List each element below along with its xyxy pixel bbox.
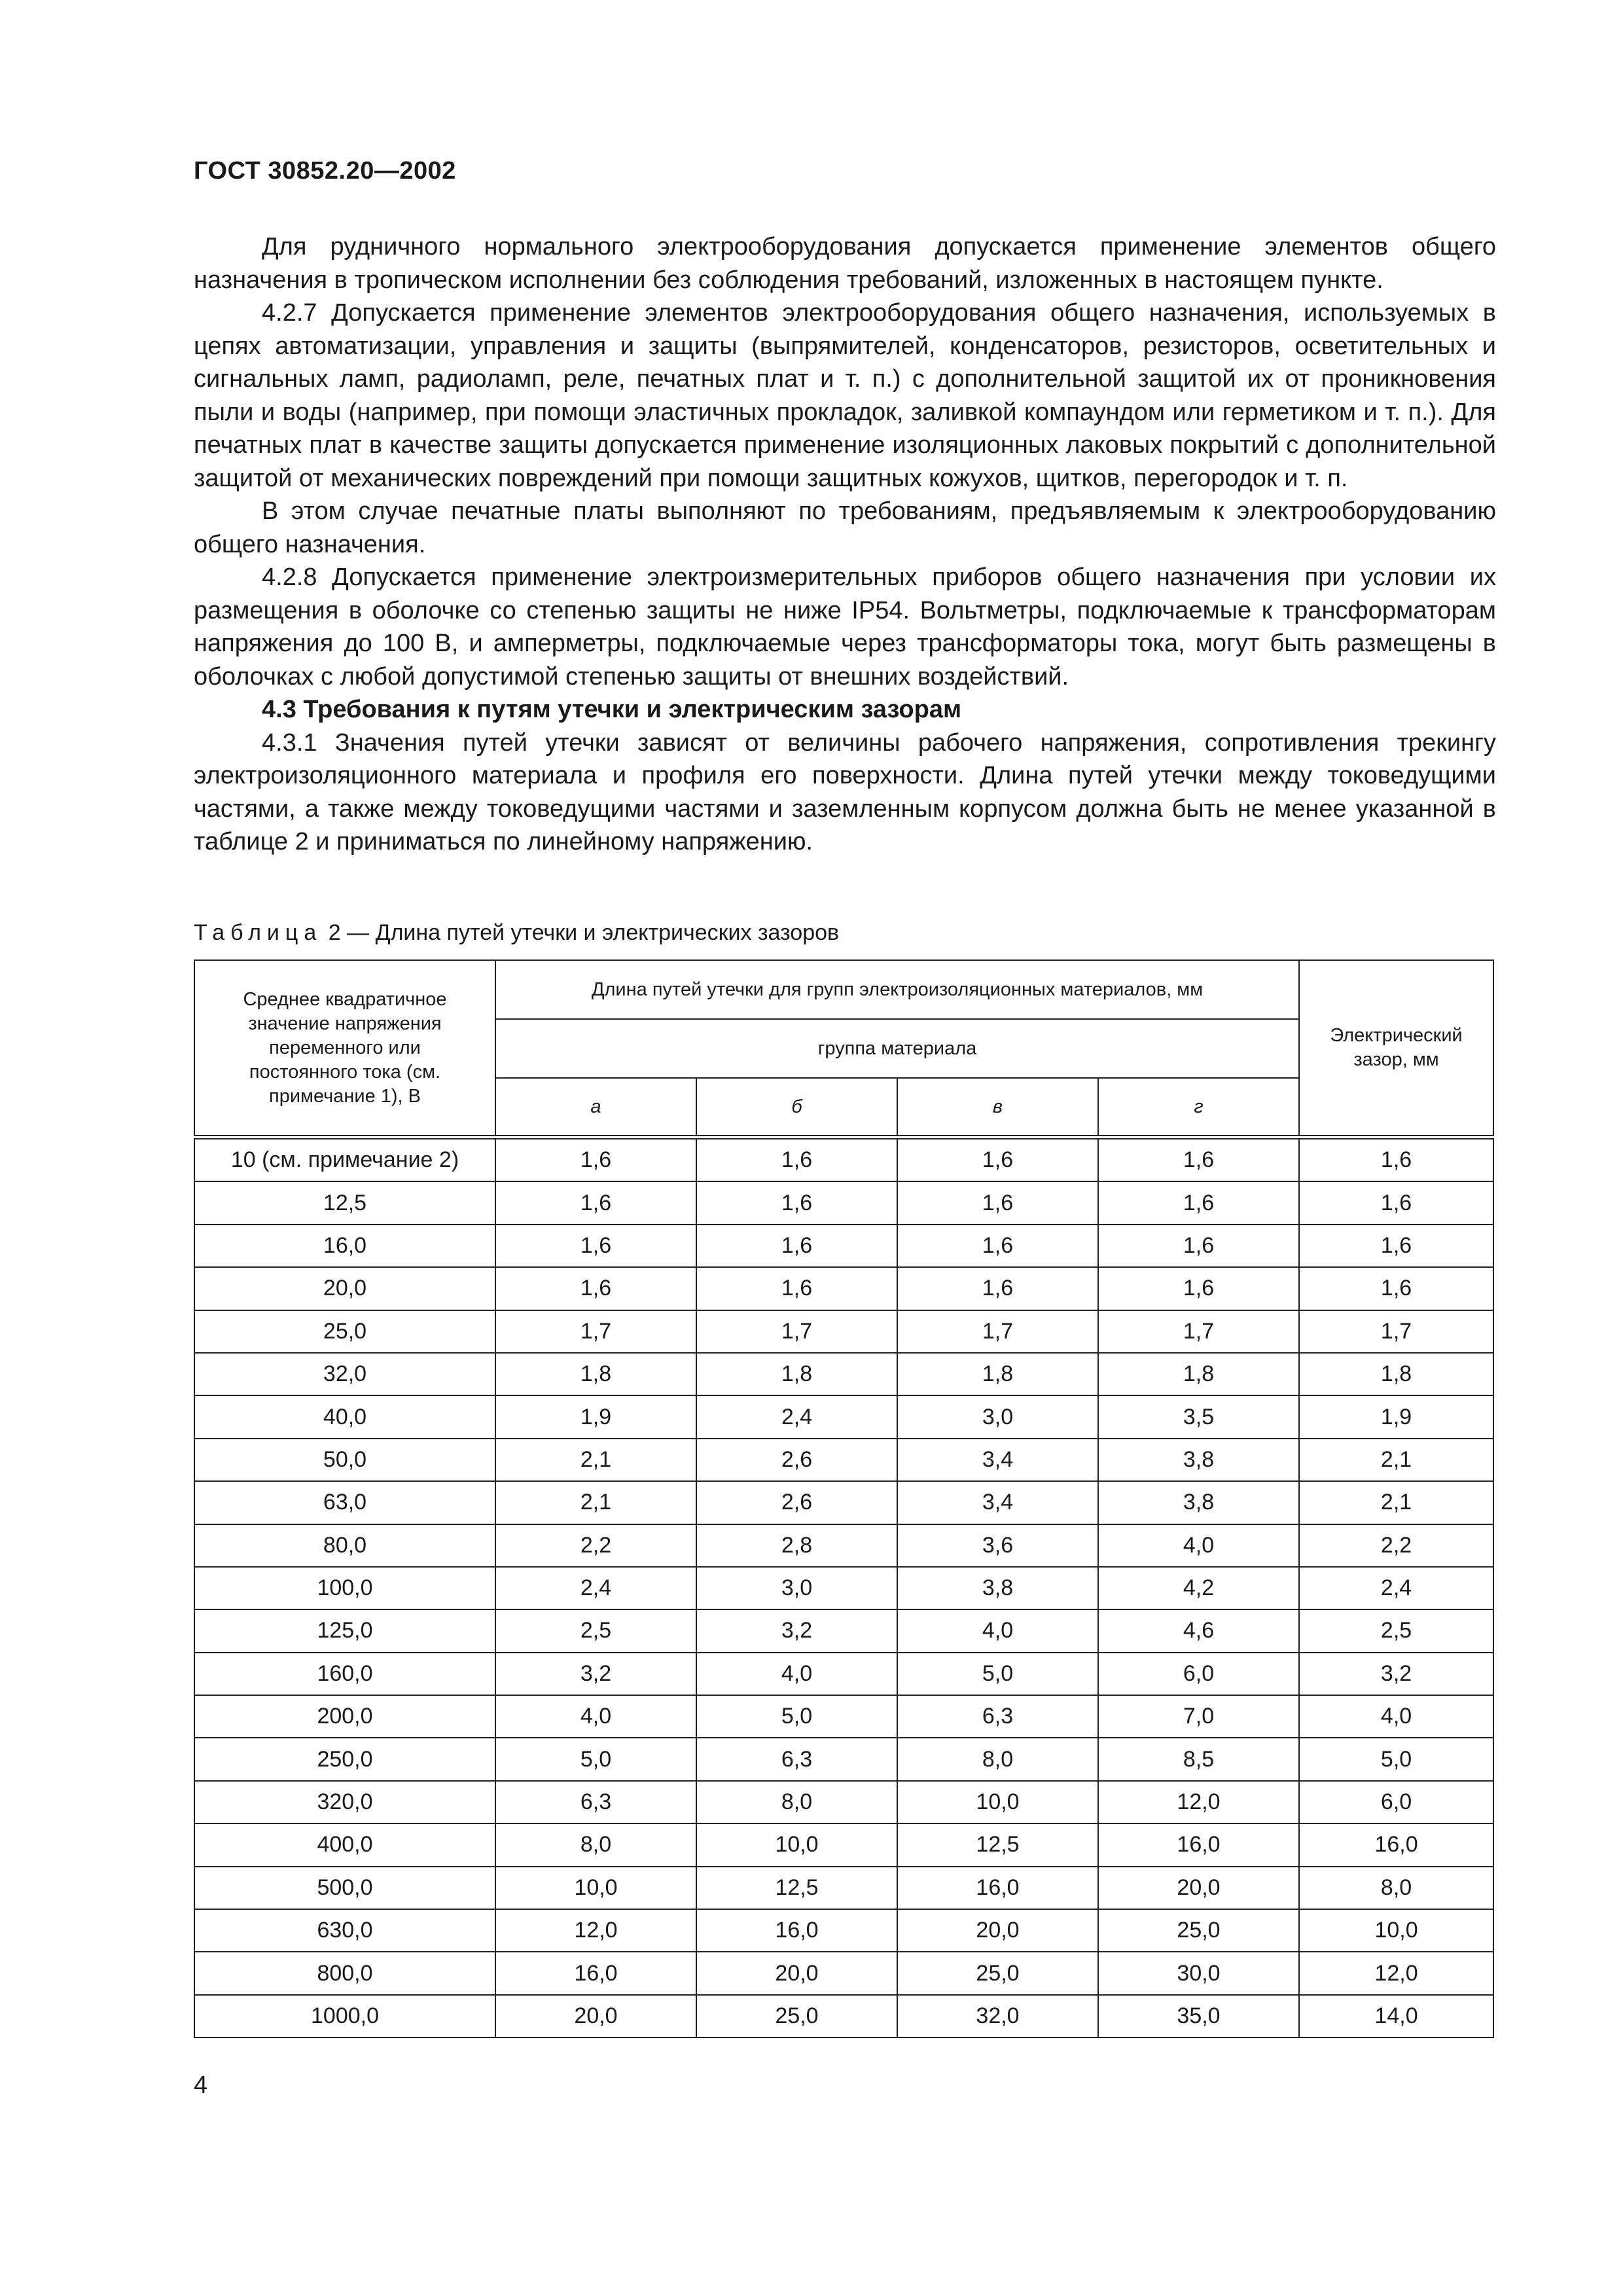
cell-clearance: 2,5 (1299, 1609, 1493, 1652)
table-row (194, 1310, 1493, 1353)
section-heading-4-3: 4.3 Требования к путям утечки и электрическим зазорам (262, 696, 962, 723)
table-row (194, 1695, 1493, 1738)
table-row (194, 1995, 1493, 2037)
cell-creepage: 1,6 (696, 1267, 897, 1310)
cell-creepage: 2,4 (696, 1395, 897, 1438)
cell-creepage: 2,8 (696, 1524, 897, 1567)
cell-voltage: 400,0 (194, 1823, 495, 1866)
cell-creepage: 10,0 (495, 1867, 696, 1909)
cell-creepage: 4,0 (495, 1695, 696, 1738)
cell-creepage: 1,6 (1098, 1138, 1299, 1182)
cell-creepage: 3,4 (897, 1439, 1098, 1481)
cell-creepage: 8,0 (495, 1823, 696, 1866)
table-row (194, 1524, 1493, 1567)
cell-clearance: 6,0 (1299, 1781, 1493, 1823)
cell-creepage: 25,0 (696, 1995, 897, 2037)
cell-creepage: 3,6 (897, 1524, 1098, 1567)
cell-creepage: 6,3 (495, 1781, 696, 1823)
cell-creepage: 10,0 (696, 1823, 897, 1866)
cell-creepage: 20,0 (696, 1952, 897, 1994)
cell-creepage: 3,2 (495, 1653, 696, 1695)
cell-creepage: 1,6 (495, 1138, 696, 1182)
cell-creepage: 1,8 (1098, 1353, 1299, 1395)
cell-voltage: 50,0 (194, 1439, 495, 1481)
cell-creepage: 1,6 (1098, 1267, 1299, 1310)
cell-clearance: 1,6 (1299, 1225, 1493, 1267)
cell-clearance: 1,7 (1299, 1310, 1493, 1353)
paragraph-printed-boards: В этом случае печатные платы выполняют по требованиям, предъявляемым к электрооборудованию общего назначения. (194, 497, 1496, 558)
cell-voltage: 80,0 (194, 1524, 495, 1567)
cell-creepage: 3,5 (1098, 1395, 1299, 1438)
cell-clearance: 1,8 (1299, 1353, 1493, 1395)
cell-creepage: 4,0 (1098, 1524, 1299, 1567)
cell-creepage: 1,6 (696, 1181, 897, 1224)
cell-voltage: 40,0 (194, 1395, 495, 1438)
cell-creepage: 1,7 (1098, 1310, 1299, 1353)
cell-creepage: 2,2 (495, 1524, 696, 1567)
cell-creepage: 1,6 (696, 1225, 897, 1267)
cell-creepage: 10,0 (897, 1781, 1098, 1823)
cell-clearance: 1,6 (1299, 1138, 1493, 1182)
cell-creepage: 1,6 (1098, 1225, 1299, 1267)
cell-creepage: 6,3 (696, 1738, 897, 1780)
cell-creepage: 1,6 (897, 1267, 1098, 1310)
table-caption (194, 920, 839, 946)
cell-voltage: 250,0 (194, 1738, 495, 1780)
cell-creepage: 7,0 (1098, 1695, 1299, 1738)
cell-creepage: 1,8 (696, 1353, 897, 1395)
cell-creepage: 20,0 (897, 1909, 1098, 1952)
cell-creepage: 30,0 (1098, 1952, 1299, 1994)
cell-voltage: 10 (см. примечание 2) (194, 1138, 495, 1182)
cell-clearance: 2,4 (1299, 1567, 1493, 1609)
cell-creepage: 5,0 (495, 1738, 696, 1780)
cell-clearance: 12,0 (1299, 1952, 1493, 1994)
cell-creepage: 6,3 (897, 1695, 1098, 1738)
cell-creepage: 4,6 (1098, 1609, 1299, 1652)
cell-creepage: 5,0 (696, 1695, 897, 1738)
cell-voltage: 100,0 (194, 1567, 495, 1609)
cell-clearance: 8,0 (1299, 1867, 1493, 1909)
cell-voltage: 16,0 (194, 1225, 495, 1267)
header-group-v: в (897, 1078, 1098, 1138)
cell-creepage: 3,0 (897, 1395, 1098, 1438)
cell-creepage: 3,8 (1098, 1439, 1299, 1481)
cell-voltage: 20,0 (194, 1267, 495, 1310)
cell-creepage: 16,0 (696, 1909, 897, 1952)
header-group-g: г (1098, 1078, 1299, 1138)
cell-creepage: 12,0 (1098, 1781, 1299, 1823)
cell-creepage: 1,7 (495, 1310, 696, 1353)
cell-creepage: 16,0 (495, 1952, 696, 1994)
cell-creepage: 4,0 (897, 1609, 1098, 1652)
header-group-b: б (696, 1078, 897, 1138)
table-row (194, 1439, 1493, 1481)
header-group-a: а (495, 1078, 696, 1138)
cell-clearance: 1,6 (1299, 1181, 1493, 1224)
cell-clearance: 3,2 (1299, 1653, 1493, 1695)
cell-voltage: 63,0 (194, 1481, 495, 1524)
cell-voltage: 1000,0 (194, 1995, 495, 2037)
cell-creepage: 3,0 (696, 1567, 897, 1609)
cell-creepage: 3,8 (1098, 1481, 1299, 1524)
cell-creepage: 1,8 (495, 1353, 696, 1395)
cell-voltage: 160,0 (194, 1653, 495, 1695)
cell-voltage: 32,0 (194, 1353, 495, 1395)
page-number: 4 (194, 2072, 208, 2099)
cell-clearance: 2,2 (1299, 1524, 1493, 1567)
cell-creepage: 2,1 (495, 1481, 696, 1524)
table-row (194, 1781, 1493, 1823)
table-row (194, 1395, 1493, 1438)
cell-creepage: 12,5 (696, 1867, 897, 1909)
table-body (194, 1138, 1493, 2038)
cell-creepage: 25,0 (1098, 1909, 1299, 1952)
table-caption-label: Таблица (194, 920, 323, 945)
table-row (194, 1567, 1493, 1609)
cell-voltage: 500,0 (194, 1867, 495, 1909)
cell-creepage: 2,6 (696, 1439, 897, 1481)
cell-clearance: 2,1 (1299, 1439, 1493, 1481)
cell-creepage: 4,2 (1098, 1567, 1299, 1609)
cell-creepage: 3,4 (897, 1481, 1098, 1524)
cell-creepage: 4,0 (696, 1653, 897, 1695)
cell-clearance: 5,0 (1299, 1738, 1493, 1780)
header-clearance: Электрический зазор, мм (1299, 960, 1493, 1138)
table-row (194, 1952, 1493, 1994)
header-material-group: группа материала (495, 1019, 1299, 1078)
cell-voltage: 800,0 (194, 1952, 495, 1994)
cell-creepage: 1,6 (495, 1181, 696, 1224)
cell-creepage: 3,8 (897, 1567, 1098, 1609)
cell-creepage: 1,6 (495, 1225, 696, 1267)
table-row (194, 1909, 1493, 1952)
table-row (194, 1823, 1493, 1866)
cell-creepage: 8,5 (1098, 1738, 1299, 1780)
cell-creepage: 1,7 (897, 1310, 1098, 1353)
header-voltage: Среднее квадратичное значение напряжения переменного или постоянного тока (см. примечание 1), В (194, 960, 495, 1138)
cell-creepage: 2,6 (696, 1481, 897, 1524)
cell-creepage: 1,6 (495, 1267, 696, 1310)
cell-voltage: 12,5 (194, 1181, 495, 1224)
table-row (194, 1653, 1493, 1695)
cell-creepage: 1,8 (897, 1353, 1098, 1395)
paragraph-4-2-8: 4.2.8 Допускается применение электроизмерительных приборов общего назначения при условии их размещения в оболочке со степенью защиты не ниже IP54. Вольтметры, подключаемые к трансформаторам напряжения до 100 В, и амперметры, подключаемые через трансформаторы тока, могут быть размещены в оболочках с любой допустимой степенью защиты от внешних воздействий. (194, 564, 1496, 691)
cell-creepage: 5,0 (897, 1653, 1098, 1695)
table-row (194, 1181, 1493, 1224)
body-text (194, 230, 1496, 859)
paragraph-4-3-1: 4.3.1 Значения путей утечки зависят от величины рабочего напряжения, сопротивления трекингу электроизоляционного материала и профиля его поверхности. Длина путей утечки между токоведущими частями, а также между токоведущими частями и заземленным корпусом должна быть не менее указанной в таблице 2 и приниматься по линейному напряжению. (194, 728, 1496, 855)
table-row (194, 1609, 1493, 1652)
table-row (194, 1867, 1493, 1909)
cell-creepage: 8,0 (897, 1738, 1098, 1780)
cell-creepage: 16,0 (1098, 1823, 1299, 1866)
table-row (194, 1481, 1493, 1524)
cell-voltage: 630,0 (194, 1909, 495, 1952)
cell-voltage: 320,0 (194, 1781, 495, 1823)
cell-creepage: 1,6 (897, 1225, 1098, 1267)
cell-creepage: 8,0 (696, 1781, 897, 1823)
cell-creepage: 1,6 (897, 1138, 1098, 1182)
table-row (194, 1738, 1493, 1780)
paragraph-4-2-7: 4.2.7 Допускается применение элементов электрооборудования общего назначения, используемых в цепях автоматизации, управления и защиты (выпрямителей, конденсаторов, резисторов, осветительных и сигнальных ламп, радиоламп, реле, печатных плат и т. п.) с дополнительной защитой их от проникновения пыли и воды (например, при помощи эластичных прокладок, заливкой компаундом или герметиком и т. п.). Для печатных плат в качестве защиты допускается применение изоляционных лаковых покрытий с дополнительной защитой от механических повреждений при помощи защитных кожухов, щитков, перегородок и т. п. (194, 299, 1496, 492)
cell-clearance: 16,0 (1299, 1823, 1493, 1866)
cell-clearance: 2,1 (1299, 1481, 1493, 1524)
cell-creepage: 32,0 (897, 1995, 1098, 2037)
table-row (194, 1267, 1493, 1310)
cell-creepage: 2,4 (495, 1567, 696, 1609)
cell-voltage: 200,0 (194, 1695, 495, 1738)
cell-clearance: 1,6 (1299, 1267, 1493, 1310)
cell-creepage: 1,9 (495, 1395, 696, 1438)
cell-creepage: 12,5 (897, 1823, 1098, 1866)
cell-creepage: 2,1 (495, 1439, 696, 1481)
cell-creepage: 20,0 (495, 1995, 696, 2037)
table-row (194, 1138, 1493, 1182)
cell-creepage: 20,0 (1098, 1867, 1299, 1909)
cell-creepage: 35,0 (1098, 1995, 1299, 2037)
creepage-table (194, 960, 1494, 2038)
cell-creepage: 1,6 (1098, 1181, 1299, 1224)
cell-creepage: 2,5 (495, 1609, 696, 1652)
cell-creepage: 1,7 (696, 1310, 897, 1353)
table-caption-text: 2 — Длина путей утечки и электрических зазоров (328, 920, 840, 945)
cell-creepage: 6,0 (1098, 1653, 1299, 1695)
cell-creepage: 1,6 (696, 1138, 897, 1182)
cell-creepage: 25,0 (897, 1952, 1098, 1994)
cell-clearance: 14,0 (1299, 1995, 1493, 2037)
paragraph-mining-equipment: Для рудничного нормального электрооборудования допускается применение элементов общего назначения в тропическом исполнении без соблюдения требований, изложенных в настоящем пункте. (194, 233, 1496, 294)
cell-clearance: 10,0 (1299, 1909, 1493, 1952)
header-creepage: Длина путей утечки для групп электроизоляционных материалов, мм (495, 960, 1299, 1019)
cell-clearance: 4,0 (1299, 1695, 1493, 1738)
document-header: ГОСТ 30852.20—2002 (194, 157, 456, 185)
cell-voltage: 125,0 (194, 1609, 495, 1652)
cell-clearance: 1,9 (1299, 1395, 1493, 1438)
cell-creepage: 12,0 (495, 1909, 696, 1952)
cell-voltage: 25,0 (194, 1310, 495, 1353)
table-row (194, 1353, 1493, 1395)
cell-creepage: 1,6 (897, 1181, 1098, 1224)
table-row (194, 1225, 1493, 1267)
cell-creepage: 16,0 (897, 1867, 1098, 1909)
cell-creepage: 3,2 (696, 1609, 897, 1652)
